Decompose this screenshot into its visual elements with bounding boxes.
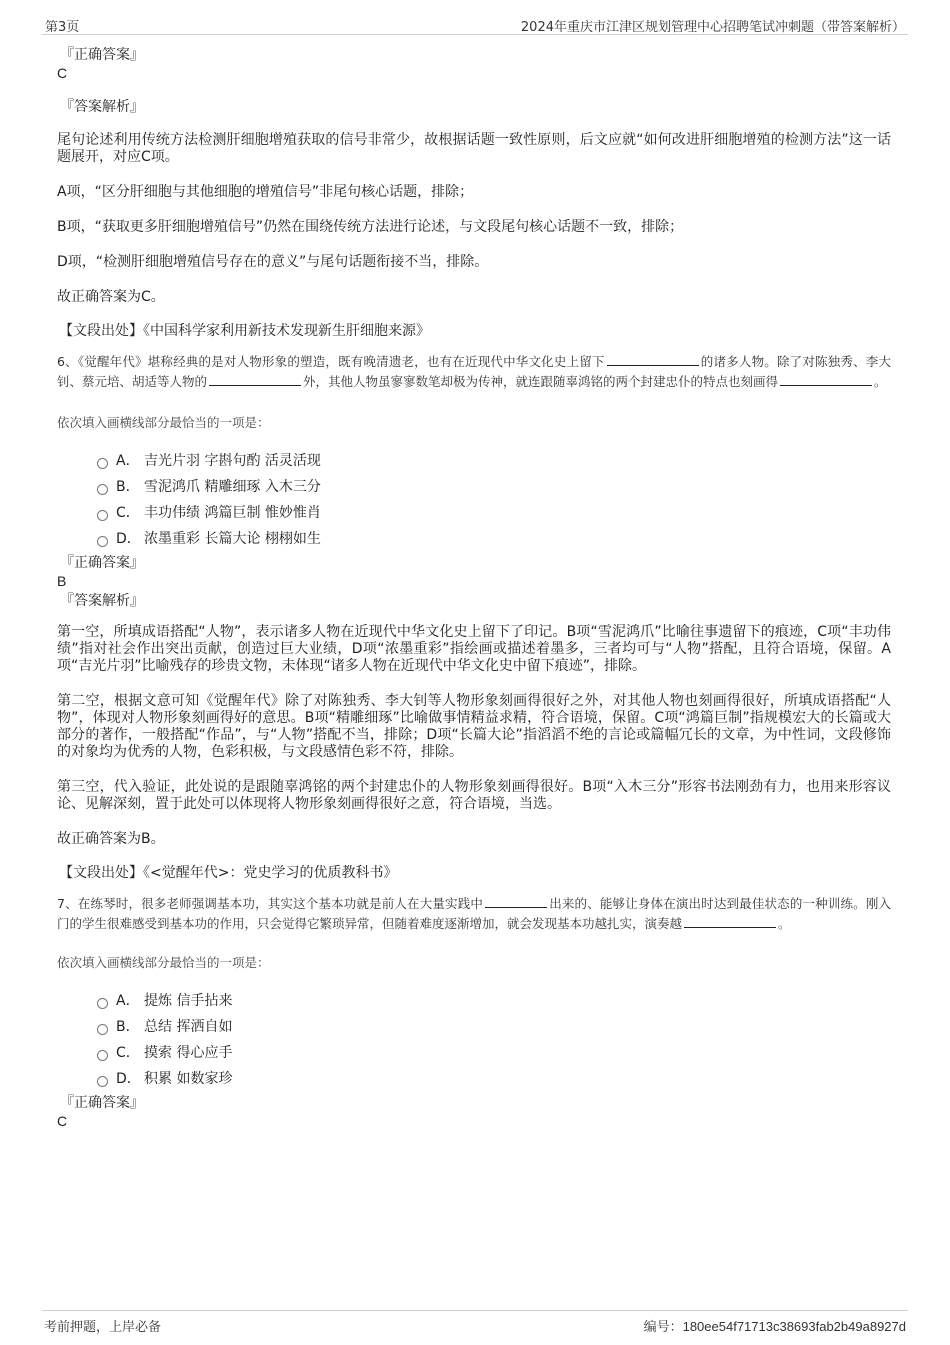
document-body <box>57 46 891 1130</box>
analysis-label: 『答案解析』 <box>60 593 144 609</box>
correct-answer: B <box>57 573 67 589</box>
analysis-paragraph: 第一空，所填成语搭配“人物”，表示诸多人物在近现代中华文化史上留下了印记。B项“雪泥鸿爪”比喻往事遗留下的痕迹，C项“丰功伟绩”指对社会作出突出贡献，创造过巨大业绩，D项“浓墨重彩”指绘画或描述着墨多，三者均可与“人物”搭配，且符合语境，保留。A项“吉光片羽”比喻残存的珍贵文物，未体现“诸多人物在近现代中华文化史中留下痕迹”，排除。 <box>57 624 891 674</box>
radio-button-icon[interactable] <box>97 998 108 1009</box>
radio-button-icon[interactable] <box>97 1050 108 1061</box>
option-b[interactable]: B． 雪泥鸿爪 精雕细琢 入木三分 <box>97 474 891 500</box>
document-title: 2024年重庆市江津区规划管理中心招聘笔试冲刺题（带答案解析） <box>520 20 905 35</box>
question-6-stem: 6、《觉醒年代》堪称经典的是对人物形象的塑造，既有晚清遗老，也有在近现代中华文化史上留下 的诸多人物。除了对陈独秀、李大钊、蔡元培、胡适等人物的 外，其他人物虽寥寥数笔却极为传神，就连跟随辜鸿铭的两个封建忠仆的特点也刻画得 。 <box>57 354 891 389</box>
analysis-paragraph: 故正确答案为B。 <box>57 831 165 847</box>
passage-source: 【文段出处】《<觉醒年代>：党史学习的优质教科书》 <box>59 865 398 881</box>
question-7-options <box>97 988 891 1092</box>
question-instruction: 依次填入画横线部分最恰当的一项是： <box>57 955 270 970</box>
correct-answer: C <box>57 65 68 81</box>
analysis-paragraph: 第二空，根据文意可知《觉醒年代》除了对陈独秀、李大钊等人物形象刻画得很好之外，对其他人物也刻画得很好，所填成语搭配“人物”，体现对人物形象刻画得好的意思。B项“精雕细琢”比喻做事情精益求精，符合语境，保留。C项“鸿篇巨制”指规模宏大的长篇或大部分的著作，一般搭配“作品”，与“人物”搭配不当，排除；D项“长篇大论”指滔滔不绝的言论或篇幅冗长的文章，为中性词，文段修饰的对象均为优秀的人物，色彩积极，与文段感情色彩不符，排除。 <box>57 693 891 760</box>
option-d[interactable]: D． 积累 如数家珍 <box>97 1066 891 1092</box>
page-header <box>42 14 908 35</box>
radio-button-icon[interactable] <box>97 536 108 547</box>
question-instruction: 依次填入画横线部分最恰当的一项是： <box>57 415 270 430</box>
option-c[interactable]: C． 摸索 得心应手 <box>97 1040 891 1066</box>
question-6-options <box>97 448 891 552</box>
radio-button-icon[interactable] <box>97 1024 108 1035</box>
analysis-paragraph: 故正确答案为C。 <box>57 289 165 305</box>
fill-blank <box>209 373 301 386</box>
option-c[interactable]: C． 丰功伟绩 鸿篇巨制 惟妙惟肖 <box>97 500 891 526</box>
option-b[interactable]: B． 总结 挥洒自如 <box>97 1014 891 1040</box>
radio-button-icon[interactable] <box>97 510 108 521</box>
document-serial: 编号：180ee54f71713c38693fab2b49a8927d <box>643 1319 906 1334</box>
option-a[interactable]: A． 提炼 信手拈来 <box>97 988 891 1014</box>
correct-answer-label: 『正确答案』 <box>60 555 144 571</box>
radio-button-icon[interactable] <box>97 484 108 495</box>
fill-blank <box>780 373 872 386</box>
passage-source: 【文段出处】《中国科学家利用新技术发现新生肝细胞来源》 <box>59 323 430 339</box>
page-number: 第3页 <box>45 20 80 35</box>
analysis-paragraph: A项，“区分肝细胞与其他细胞的增殖信号”非尾句核心话题，排除； <box>57 184 474 200</box>
question-7-stem: 7、在练琴时，很多老师强调基本功，其实这个基本功就是前人在大量实践中 出来的、能够让身体在演出时达到最佳状态的一种训练。刚入门的学生很难感受到基本功的作用，只会觉得它繁琐异常，但随着难度逐渐增加，就会发现基本功越扎实，演奏越 。 <box>57 896 891 931</box>
option-d[interactable]: D． 浓墨重彩 长篇大论 栩栩如生 <box>97 526 891 552</box>
correct-answer: C <box>57 1113 68 1129</box>
fill-blank <box>485 895 547 908</box>
correct-answer-label: 『正确答案』 <box>60 47 144 63</box>
fill-blank <box>607 353 699 366</box>
radio-button-icon[interactable] <box>97 458 108 469</box>
fill-blank <box>684 915 776 928</box>
analysis-paragraph: B项，“获取更多肝细胞增殖信号”仍然在围绕传统方法进行论述，与文段尾句核心话题不一致，排除； <box>57 219 684 235</box>
radio-button-icon[interactable] <box>97 1076 108 1087</box>
analysis-label: 『答案解析』 <box>60 99 144 115</box>
analysis-paragraph: 尾句论述利用传统方法检测肝细胞增殖获取的信号非常少，故根据话题一致性原则，后文应就“如何改进肝细胞增殖的检测方法”这一话题展开，对应C项。 <box>57 132 891 165</box>
footer-slogan: 考前押题，上岸必备 <box>44 1320 162 1335</box>
correct-answer-label: 『正确答案』 <box>60 1095 144 1111</box>
page-footer <box>42 1310 908 1335</box>
analysis-paragraph: D项，“检测肝细胞增殖信号存在的意义”与尾句话题衔接不当，排除。 <box>57 254 489 270</box>
analysis-paragraph: 第三空，代入验证，此处说的是跟随辜鸿铭的两个封建忠仆的人物形象刻画得很好。B项“入木三分”形容书法刚劲有力，也用来形容议论、见解深刻，置于此处可以体现将人物形象刻画得很好之意，符合语境，当选。 <box>57 779 891 812</box>
option-a[interactable]: A． 吉光片羽 字斟句酌 活灵活现 <box>97 448 891 474</box>
